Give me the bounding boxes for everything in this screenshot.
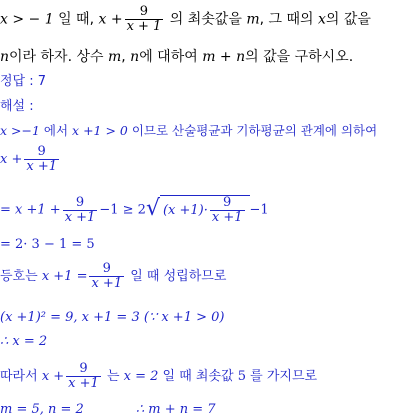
fraction-denominator: x +1 — [64, 209, 96, 225]
fraction-numerator: 9 — [223, 195, 232, 210]
var-m: m — [246, 11, 260, 28]
explanation-label: 해설 : — [0, 99, 34, 114]
fraction-numerator: 9 — [139, 4, 149, 19]
problem-line-1 — [0, 5, 371, 34]
expr-part: −1 — [249, 202, 269, 218]
target-expression — [0, 145, 61, 174]
problem-text: , — [121, 49, 131, 65]
expr-part: = x +1 + — [0, 202, 61, 218]
solve-x: ∴ x = 2 — [0, 334, 48, 349]
var-m: m — [107, 49, 122, 65]
positivity-expr: x +1 > 0 — [72, 123, 128, 138]
expr-part: x + — [41, 369, 65, 384]
final-answer — [0, 401, 216, 419]
amgm-inequality — [0, 195, 269, 225]
problem-text: , 그 때의 — [259, 11, 318, 28]
problem-text: 의 최솟값을 — [165, 11, 247, 28]
fraction-denominator: x + 1 — [126, 19, 162, 34]
explanation-text: 는 — [102, 369, 124, 384]
explanation-text: 등호는 — [0, 269, 42, 284]
sum-expr: m + n — [202, 49, 246, 65]
problem-text: 에 대하여 — [139, 49, 203, 65]
explanation-text: 일 때 최솟값 — [158, 369, 238, 384]
solve-equation: (x +1)² = 9, x +1 = 3 (∵ x +1 > 0) — [0, 310, 225, 325]
fraction-denominator: x +1 — [91, 276, 123, 291]
final-values: m = 5, n = 2 — [0, 402, 84, 417]
fraction-numerator: 9 — [37, 144, 46, 159]
var-n: n — [130, 49, 140, 65]
fraction — [66, 362, 101, 391]
var-n: n — [0, 49, 10, 65]
fraction — [89, 262, 124, 291]
explanation-text: 에서 — [39, 123, 73, 138]
x-value: x = 2 — [123, 369, 159, 384]
problem-text: 의 값을 구하시오. — [245, 49, 354, 65]
fraction — [24, 145, 59, 174]
fraction-numerator: 9 — [79, 361, 88, 376]
coefficient: 2 — [137, 202, 146, 218]
minimum-value: 5 — [237, 369, 247, 384]
amgm-result: = 2· 3 − 1 = 5 — [0, 237, 95, 252]
problem-text: 일 때, — [53, 11, 99, 28]
expr-part: x +1 = — [41, 269, 88, 284]
problem-text: 의 값을 — [325, 11, 371, 28]
fraction-denominator: x +1 — [68, 376, 99, 391]
fraction-numerator: 9 — [102, 261, 111, 276]
answer-label: 정답 : 7 — [0, 74, 47, 89]
explanation-text: 를 가지므로 — [246, 369, 318, 384]
problem-line-2 — [0, 48, 353, 66]
fraction — [63, 196, 98, 225]
problem-text: 이라 하자. 상수 — [9, 49, 108, 65]
radicand-part: (x +1)· — [162, 202, 208, 218]
var-x: x — [317, 11, 326, 28]
fraction — [125, 5, 164, 34]
fraction-numerator: 9 — [75, 194, 85, 210]
radical-sign-icon: √ — [145, 196, 160, 221]
fraction-denominator: x +1 — [26, 159, 57, 174]
equality-condition — [0, 262, 226, 291]
condition-expr: x >−1 — [0, 123, 40, 138]
square-root — [146, 195, 250, 225]
conclusion — [0, 362, 317, 391]
expr-part: x + — [0, 152, 23, 167]
explanation-text: 따라서 — [0, 369, 42, 384]
explanation-text: 일 때 성립하므로 — [126, 269, 227, 284]
explanation-text: 이므로 산술평균과 기하평균의 관계에 의하여 — [127, 123, 378, 138]
condition-expr: x > − 1 — [0, 11, 54, 28]
fraction — [210, 196, 245, 225]
final-sum: ∴ m + n = 7 — [135, 402, 216, 417]
fraction-denominator: x +1 — [211, 210, 243, 225]
expr-part: x + — [98, 11, 123, 28]
expr-part: −1 ≥ — [99, 202, 138, 218]
explanation-step-1 — [0, 122, 377, 140]
